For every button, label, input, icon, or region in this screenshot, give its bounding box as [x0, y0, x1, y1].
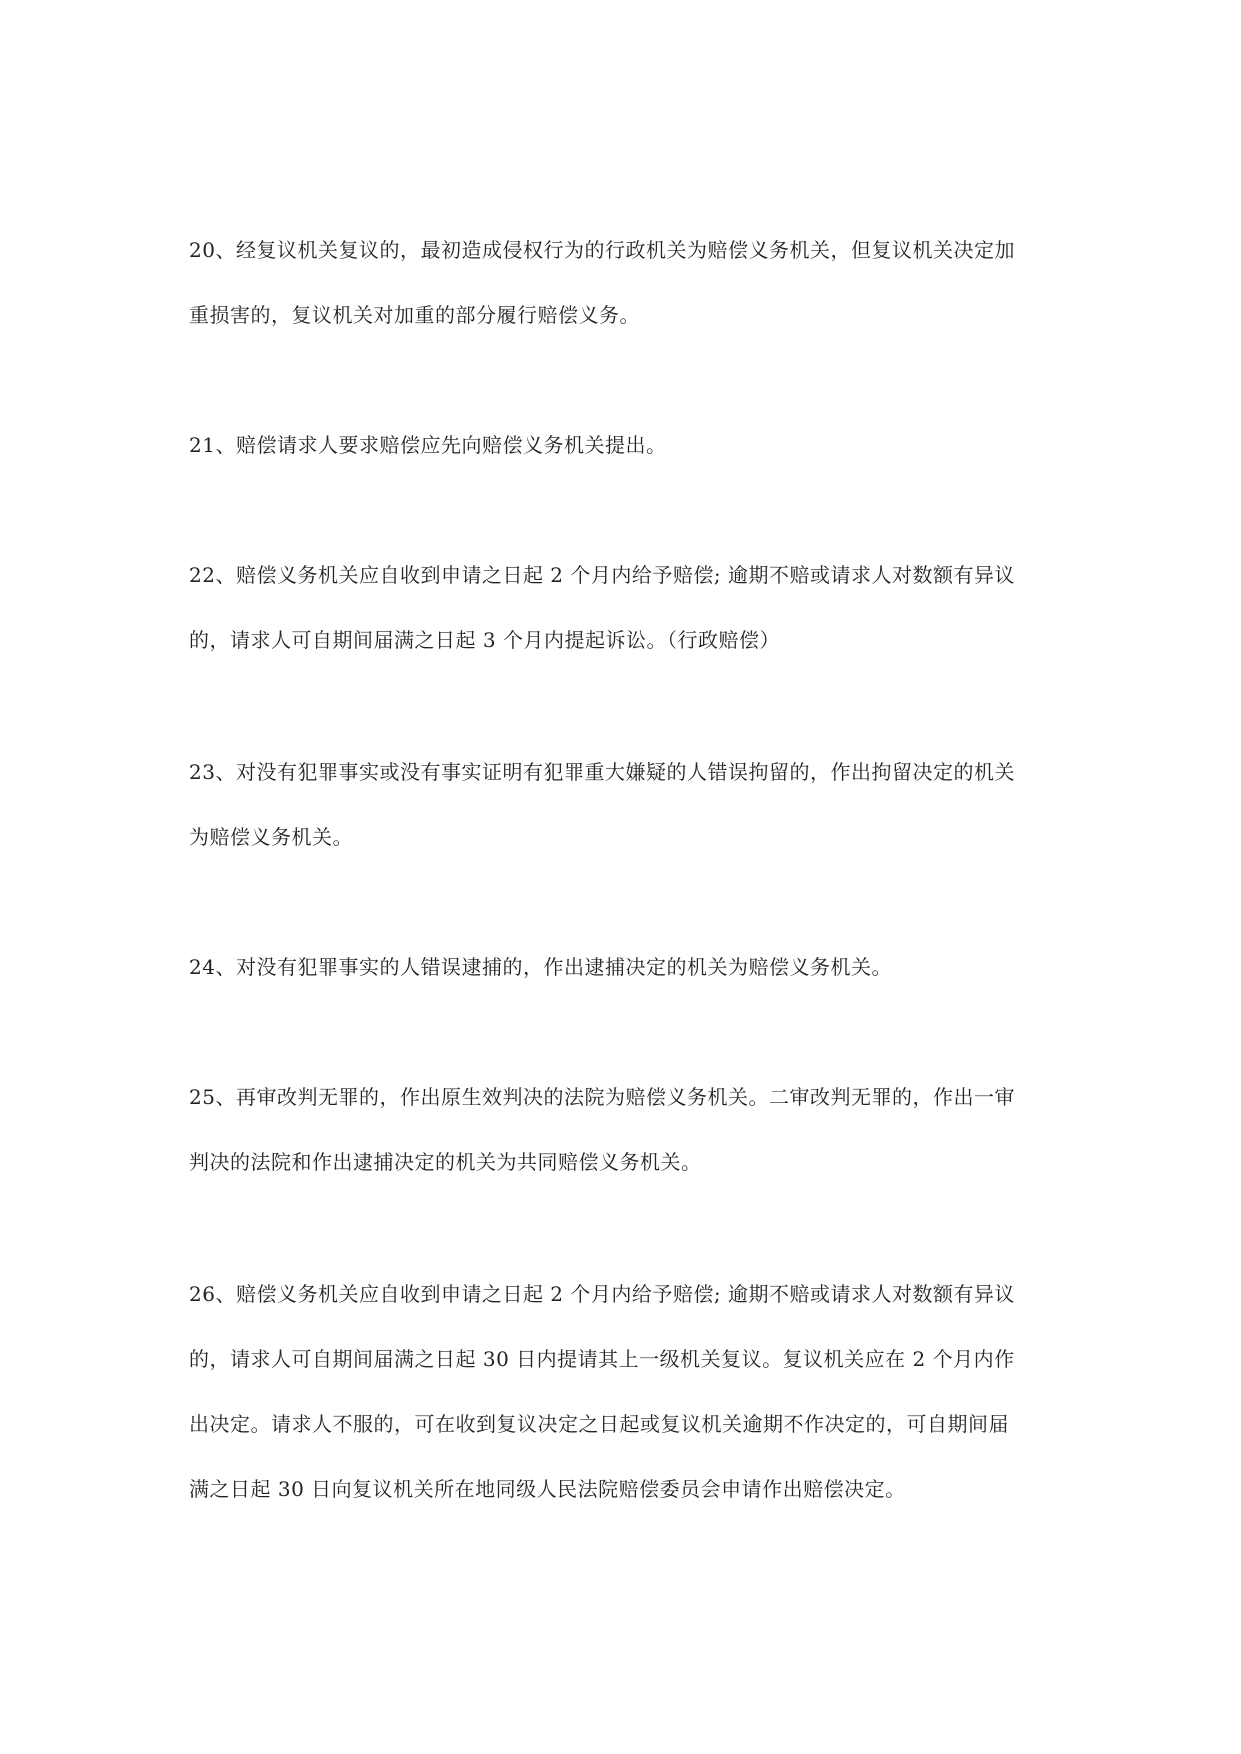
paragraph-line: 重损害的，复议机关对加重的部分履行赔偿义务。: [189, 303, 640, 327]
paragraph-line: 26、赔偿义务机关应自收到申请之日起 2 个月内给予赔偿; 逾期不赔或请求人对数额有异议: [189, 1282, 1015, 1306]
paragraph-line: 为赔偿义务机关。: [189, 825, 353, 849]
paragraph-line: 判决的法院和作出逮捕决定的机关为共同赔偿义务机关。: [189, 1150, 702, 1174]
paragraph-line: 22、赔偿义务机关应自收到申请之日起 2 个月内给予赔偿; 逾期不赔或请求人对数额有异议: [189, 563, 1015, 587]
paragraph-line: 的，请求人可自期间届满之日起 3 个月内提起诉讼。（行政赔偿）: [189, 628, 780, 652]
paragraph-line: 的，请求人可自期间届满之日起 30 日内提请其上一级机关复议。复议机关应在 2 个月内作: [189, 1347, 1015, 1371]
paragraph-22: [189, 543, 1061, 673]
paragraph-25: [189, 1065, 1061, 1195]
paragraph-21: [189, 413, 1061, 478]
paragraph-line: 出决定。请求人不服的，可在收到复议决定之日起或复议机关逾期不作决定的，可自期间届: [189, 1412, 1009, 1436]
paragraph-line: 21、赔偿请求人要求赔偿应先向赔偿义务机关提出。: [189, 433, 667, 457]
paragraph-26: [189, 1262, 1061, 1522]
paragraph-line: 23、对没有犯罪事实或没有事实证明有犯罪重大嫌疑的人错误拘留的，作出拘留决定的机关: [189, 760, 1015, 784]
paragraph-line: 25、再审改判无罪的，作出原生效判决的法院为赔偿义务机关。二审改判无罪的，作出一审: [189, 1085, 1015, 1109]
paragraph-24: [189, 935, 1061, 1000]
paragraph-23: [189, 740, 1061, 870]
paragraph-20: [189, 218, 1061, 348]
paragraph-line: 满之日起 30 日向复议机关所在地同级人民法院赔偿委员会申请作出赔偿决定。: [189, 1477, 906, 1501]
paragraph-line: 24、对没有犯罪事实的人错误逮捕的，作出逮捕决定的机关为赔偿义务机关。: [189, 955, 892, 979]
paragraph-line: 20、经复议机关复议的，最初造成侵权行为的行政机关为赔偿义务机关，但复议机关决定加: [189, 238, 1015, 262]
